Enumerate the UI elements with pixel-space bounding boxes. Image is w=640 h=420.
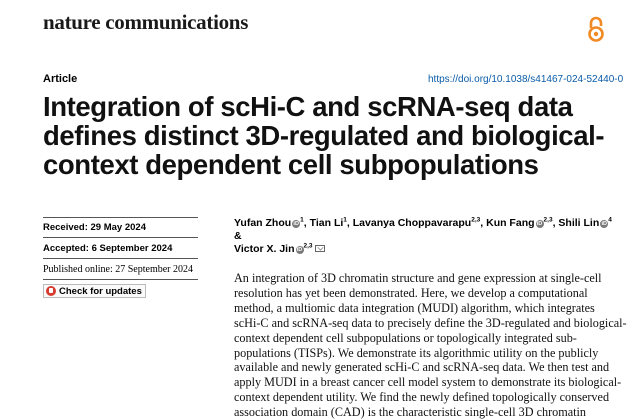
author-affiliation: 2,3 (303, 242, 313, 250)
article-type: Article (43, 73, 78, 85)
author-affiliation: 2,3 (543, 216, 553, 224)
doi-link[interactable]: https://doi.org/10.1038/s41467-024-52440-0 (428, 74, 624, 85)
abstract-line: context dependent utility. We find the newly defined topologically conserved (234, 390, 610, 405)
published-date: Published online: 27 September 2024 (43, 264, 193, 275)
author-affiliation: 4 (608, 216, 612, 224)
title-line: Integration of scHi-C and scRNA-seq data (43, 91, 573, 122)
abstract-line: An integration of 3D chromatin structure and gene expression at single-cell (234, 271, 602, 285)
orcid-icon[interactable]: iD (293, 221, 299, 227)
divider (43, 237, 198, 238)
accepted-date: Accepted: 6 September 2024 (43, 243, 173, 254)
check-updates-icon (46, 286, 56, 296)
divider (43, 217, 198, 218)
check-for-updates-button[interactable] (43, 284, 146, 298)
author-name[interactable]: Victor X. Jin (234, 243, 295, 255)
abstract-line: available and newly generated scHi-C and scRNA-seq data. We then test and (234, 360, 610, 375)
author-affiliation: 1 (343, 216, 347, 224)
author-affiliation: 2,3 (471, 216, 481, 224)
author-name[interactable]: Tian Li (309, 217, 344, 229)
orcid-icon[interactable]: iD (296, 247, 303, 253)
author-affiliation: 1 (300, 216, 304, 224)
journal-name[interactable]: nature communications (43, 10, 249, 34)
title-line: context dependent cell subpopulations (43, 149, 539, 180)
abstract-line: scHi-C and scRNA-seq data to precisely define the 3D-regulated and biological- (234, 315, 627, 330)
abstract-line: resolution has yet been demonstrated. Here, we develop a computational (234, 285, 588, 300)
abstract-line: context dependent cell subpopulations or topologically integrated sub- (234, 330, 577, 345)
author-list: Yufan Zhou $iD^1$, Tian Li$^1$, Lavanya Choppavarapu$^{2,3}$, Kun Fang iD$^{2,3}$, Shili Lin $iD^4$ & Victor X. Jin iD$^{2,3}$ (234, 216, 612, 255)
author-name[interactable]: Kun Fang (486, 217, 535, 229)
author-name[interactable]: Shili Lin (558, 217, 600, 229)
title-line: defines distinct 3D-regulated and biological- (43, 120, 605, 151)
orcid-icon[interactable]: iD (601, 221, 608, 227)
abstract (234, 271, 627, 420)
abstract-line: populations (TISPs). We demonstrate its algorithmic utility on the publicly (234, 345, 599, 360)
abstract-line: association domain (CAD) is the characteristic single-cell 3D chromatin (234, 405, 586, 420)
received-date: Received: 29 May 2024 (43, 222, 146, 233)
check-updates-label: Check for updates (59, 285, 142, 297)
abstract-line: apply MUDI in a breast cancer cell model system to demonstrate its biological- (234, 375, 622, 390)
divider (43, 258, 198, 259)
abstract-line: method, a multiomic data integration (MUDI) algorithm, which integrates (234, 300, 595, 315)
divider (43, 279, 198, 280)
author-name[interactable]: Lavanya Choppavarapu (352, 217, 472, 229)
article-title (43, 92, 613, 179)
author-name[interactable]: Yufan Zhou (234, 217, 292, 229)
orcid-icon[interactable]: iD (536, 221, 543, 227)
open-access-icon (586, 15, 606, 43)
email-icon[interactable] (315, 245, 325, 252)
